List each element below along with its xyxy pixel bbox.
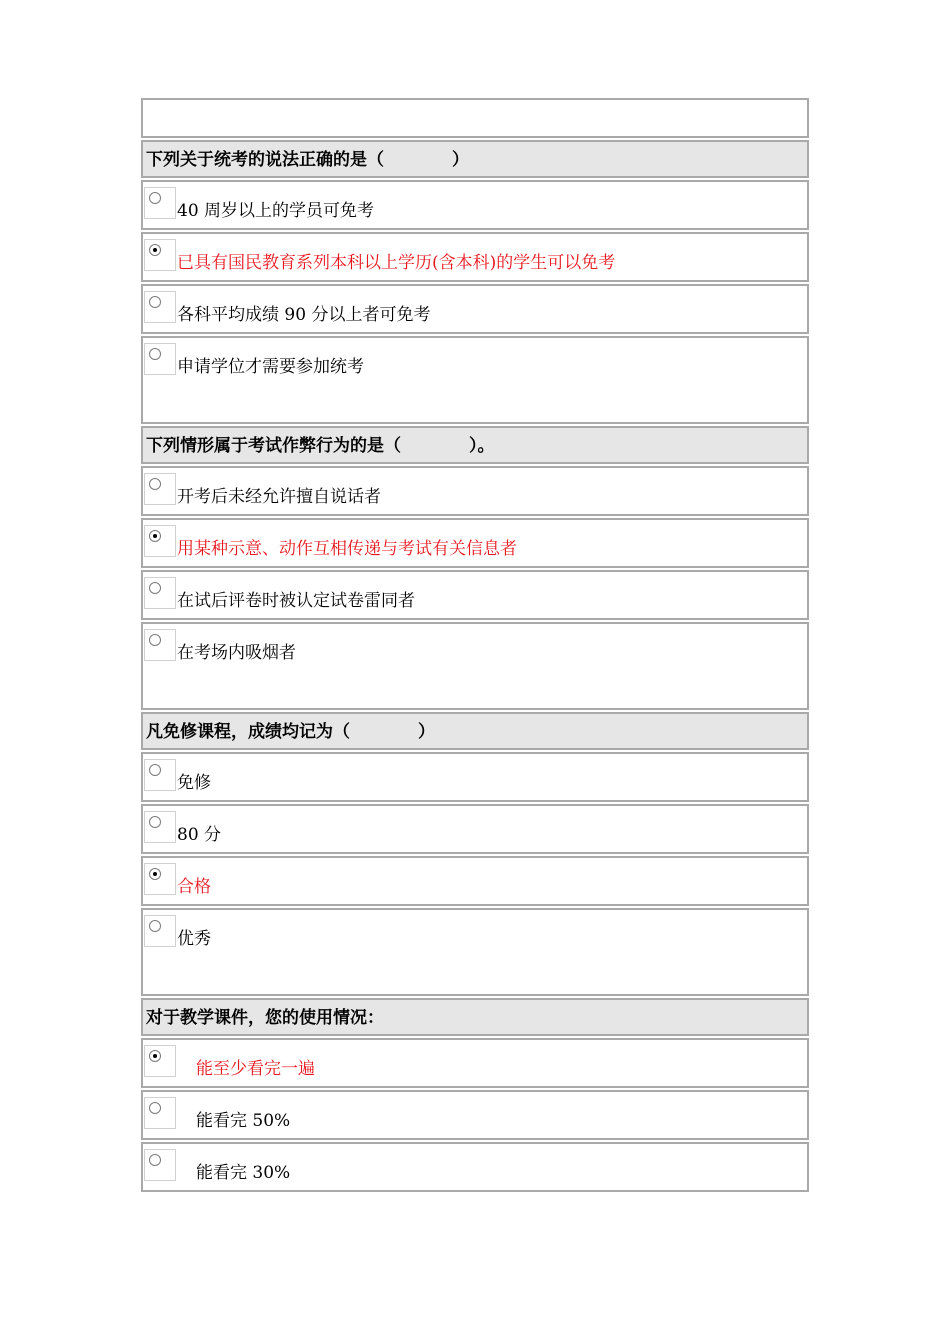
option-label: 申请学位才需要参加统考 (177, 357, 364, 377)
question-2-title: 下列情形属于考试作弊行为的是（ ）。 (141, 426, 809, 464)
radio-checked-icon (149, 1050, 161, 1062)
option-label: 在考场内吸烟者 (177, 643, 296, 663)
option-label: 各科平均成绩 90 分以上者可免考 (177, 305, 431, 325)
question-4-title: 对于教学课件，您的使用情况： (141, 998, 809, 1036)
radio-button[interactable] (144, 811, 176, 843)
option-label: 80 分 (177, 825, 222, 845)
option-label: 能看完 50% (196, 1111, 291, 1131)
radio-button[interactable] (144, 1097, 176, 1129)
q1-option-1[interactable] (141, 180, 809, 230)
q1-option-4[interactable] (141, 336, 809, 424)
radio-button[interactable] (144, 759, 176, 791)
option-label: 优秀 (177, 929, 211, 949)
q2-option-2[interactable] (141, 518, 809, 568)
q1-option-3[interactable] (141, 284, 809, 334)
radio-icon (149, 1102, 161, 1114)
q4-option-3[interactable] (141, 1142, 809, 1192)
radio-button[interactable] (144, 291, 176, 323)
blank-row (141, 98, 809, 138)
radio-icon (149, 634, 161, 646)
radio-button[interactable] (144, 187, 176, 219)
option-label: 40 周岁以上的学员可免考 (177, 201, 375, 221)
quiz-table (141, 98, 809, 1194)
q3-option-2[interactable] (141, 804, 809, 854)
radio-icon (149, 920, 161, 932)
option-label: 用某种示意、动作互相传递与考试有关信息者 (177, 539, 517, 559)
radio-checked-icon (149, 868, 161, 880)
question-1-title: 下列关于统考的说法正确的是（ ） (141, 140, 809, 178)
radio-button[interactable] (144, 343, 176, 375)
option-label: 免修 (177, 773, 211, 793)
radio-icon (149, 478, 161, 490)
option-label: 在试后评卷时被认定试卷雷同者 (177, 591, 415, 611)
q3-option-3[interactable] (141, 856, 809, 906)
radio-button[interactable] (144, 577, 176, 609)
radio-button[interactable] (144, 1149, 176, 1181)
option-label: 已具有国民教育系列本科以上学历(含本科)的学生可以免考 (177, 253, 616, 273)
radio-button[interactable] (144, 525, 176, 557)
q2-option-4[interactable] (141, 622, 809, 710)
q4-option-1[interactable] (141, 1038, 809, 1088)
radio-icon (149, 582, 161, 594)
option-label: 合格 (177, 877, 211, 897)
radio-checked-icon (149, 530, 161, 542)
radio-button[interactable] (144, 239, 176, 271)
radio-icon (149, 192, 161, 204)
q2-option-3[interactable] (141, 570, 809, 620)
radio-button[interactable] (144, 915, 176, 947)
q3-option-1[interactable] (141, 752, 809, 802)
option-label: 能看完 30% (196, 1163, 291, 1183)
radio-button[interactable] (144, 629, 176, 661)
radio-button[interactable] (144, 1045, 176, 1077)
radio-icon (149, 1154, 161, 1166)
q3-option-4[interactable] (141, 908, 809, 996)
option-label: 开考后未经允许擅自说话者 (177, 487, 381, 507)
radio-icon (149, 296, 161, 308)
q2-option-1[interactable] (141, 466, 809, 516)
q1-option-2[interactable] (141, 232, 809, 282)
question-3-title: 凡免修课程，成绩均记为（ ） (141, 712, 809, 750)
radio-icon (149, 816, 161, 828)
radio-button[interactable] (144, 863, 176, 895)
radio-checked-icon (149, 244, 161, 256)
option-label: 能至少看完一遍 (196, 1059, 315, 1079)
radio-button[interactable] (144, 473, 176, 505)
radio-icon (149, 764, 161, 776)
radio-icon (149, 348, 161, 360)
q4-option-2[interactable] (141, 1090, 809, 1140)
